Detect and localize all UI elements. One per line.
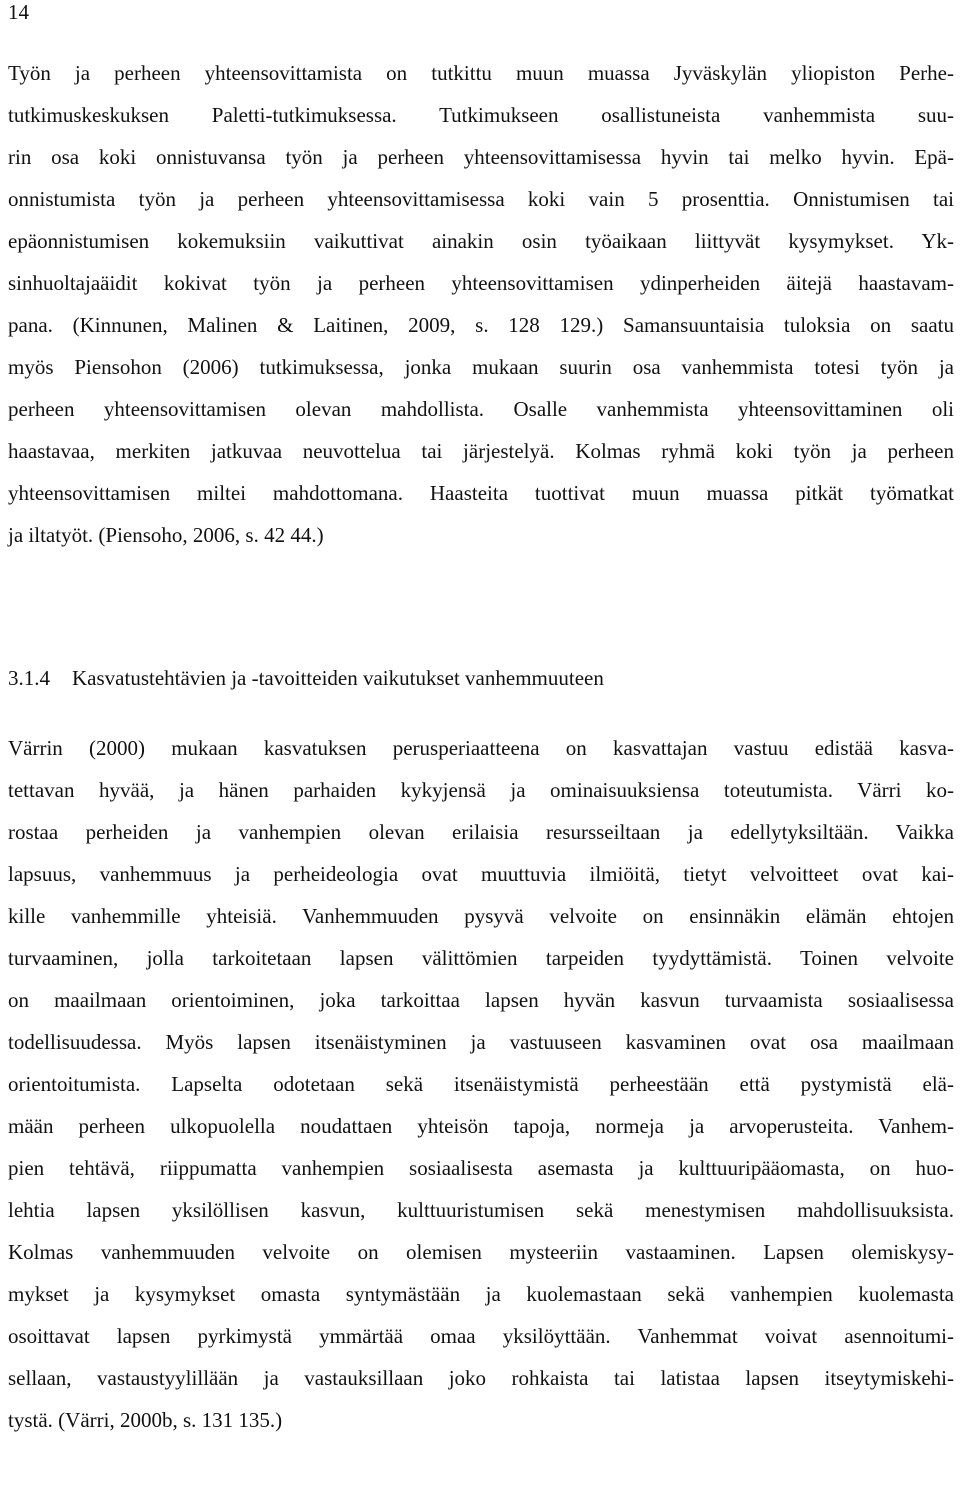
text-line: Työn ja perheen yhteensovittamista on tutkittu muun muassa Jyväskylän yliopiston Perhe- [8, 61, 954, 85]
text-line: tutkimuskeskuksen Paletti-tutkimuksessa. Tutkimukseen osallistuneista vanhemmista suu- [8, 103, 954, 127]
page-number: 14 [8, 0, 29, 24]
text-line: rostaa perheiden ja vanhempien olevan erilaisia resursseiltaan ja edellytyksiltään. Vaikka [8, 820, 954, 844]
text-line: on maailmaan orientoiminen, joka tarkoittaa lapsen hyvän kasvun turvaamista sosiaalisessa [8, 988, 954, 1012]
text-line: turvaaminen, jolla tarkoitetaan lapsen välittömien tarpeiden tyydyttämistä. Toinen velvoite [8, 946, 954, 970]
text-line: tettavan hyvää, ja hänen parhaiden kykyjensä ja ominaisuuksiensa toteutumista. Värri ko- [8, 778, 954, 802]
text-line: todellisuudessa. Myös lapsen itsenäistyminen ja vastuuseen kasvaminen ovat osa maailmaan [8, 1030, 954, 1054]
text-line: lehtia lapsen yksilöllisen kasvun, kulttuuristumisen sekä menestymisen mahdollisuuksista. [8, 1198, 954, 1222]
text-line: sellaan, vastaustyylillään ja vastauksillaan joko rohkaista tai latistaa lapsen itseytymiskehi- [8, 1366, 954, 1390]
section-heading [8, 657, 604, 699]
text-line: osoittavat lapsen pyrkimystä ymmärtää omaa yksilöyttään. Vanhemmat voivat asennoitumi- [8, 1324, 954, 1348]
text-line: rin osa koki onnistuvansa työn ja perheen yhteensovittamisessa hyvin tai melko hyvin. Epä- [8, 145, 954, 169]
text-line: epäonnistumisen kokemuksiin vaikuttivat ainakin osin työaikaan liittyvät kysymykset. Yk- [8, 229, 954, 253]
text-line: lapsuus, vanhemmuus ja perheideologia ovat muuttuvia ilmiöitä, tietyt velvoitteet ovat kai- [8, 862, 954, 886]
text-line: onnistumista työn ja perheen yhteensovittamisessa koki vain 5 prosenttia. Onnistumisen tai [8, 187, 954, 211]
section-number: 3.1.4 [8, 666, 50, 690]
text-line: pien tehtävä, riippumatta vanhempien sosiaalisesta asemasta ja kulttuuripääomasta, on huo- [8, 1156, 954, 1180]
text-line: mään perheen ulkopuolella noudattaen yhteisön tapoja, normeja ja arvoperusteita. Vanhem- [8, 1114, 954, 1138]
section-title: Kasvatustehtävien ja -tavoitteiden vaikutukset vanhemmuuteen [72, 666, 604, 690]
text-line: sinhuoltajaäidit kokivat työn ja perheen yhteensovittamisen ydinperheiden äitejä haastavam- [8, 271, 954, 295]
text-line: orientoitumista. Lapselta odotetaan sekä itsenäistymistä perheestään että pystymistä elä- [8, 1072, 954, 1096]
text-line: yhteensovittamisen miltei mahdottomana. Haasteita tuottivat muun muassa pitkät työmatkat [8, 481, 954, 505]
text-line: haastavaa, merkiten jatkuvaa neuvottelua tai järjestelyä. Kolmas ryhmä koki työn ja perheen [8, 439, 954, 463]
text-line: kille vanhemmille yhteisiä. Vanhemmuuden pysyvä velvoite on ensinnäkin elämän ehtojen [8, 904, 954, 928]
text-line: tystä. (Värri, 2000b, s. 131 135.) [8, 1408, 283, 1432]
text-line: myös Piensohon (2006) tutkimuksessa, jonka mukaan suurin osa vanhemmista totesi työn ja [8, 355, 954, 379]
text-line: ja iltatyöt. (Piensoho, 2006, s. 42 44.) [8, 523, 324, 547]
text-line: perheen yhteensovittamisen olevan mahdollista. Osalle vanhemmista yhteensovittaminen oli [8, 397, 954, 421]
text-line: mykset ja kysymykset omasta syntymästään ja kuolemastaan sekä vanhempien kuolemasta [8, 1282, 954, 1306]
text-line: Värrin (2000) mukaan kasvatuksen perusperiaatteena on kasvattajan vastuu edistää kasva- [8, 736, 954, 760]
text-line: Kolmas vanhemmuuden velvoite on olemisen mysteeriin vastaaminen. Lapsen olemiskysy- [8, 1240, 954, 1264]
paragraph-work-family [8, 52, 954, 556]
paragraph-parenting-duties [8, 727, 954, 1441]
text-line: pana. (Kinnunen, Malinen & Laitinen, 2009, s. 128 129.) Samansuuntaisia tuloksia on saatu [8, 313, 954, 337]
